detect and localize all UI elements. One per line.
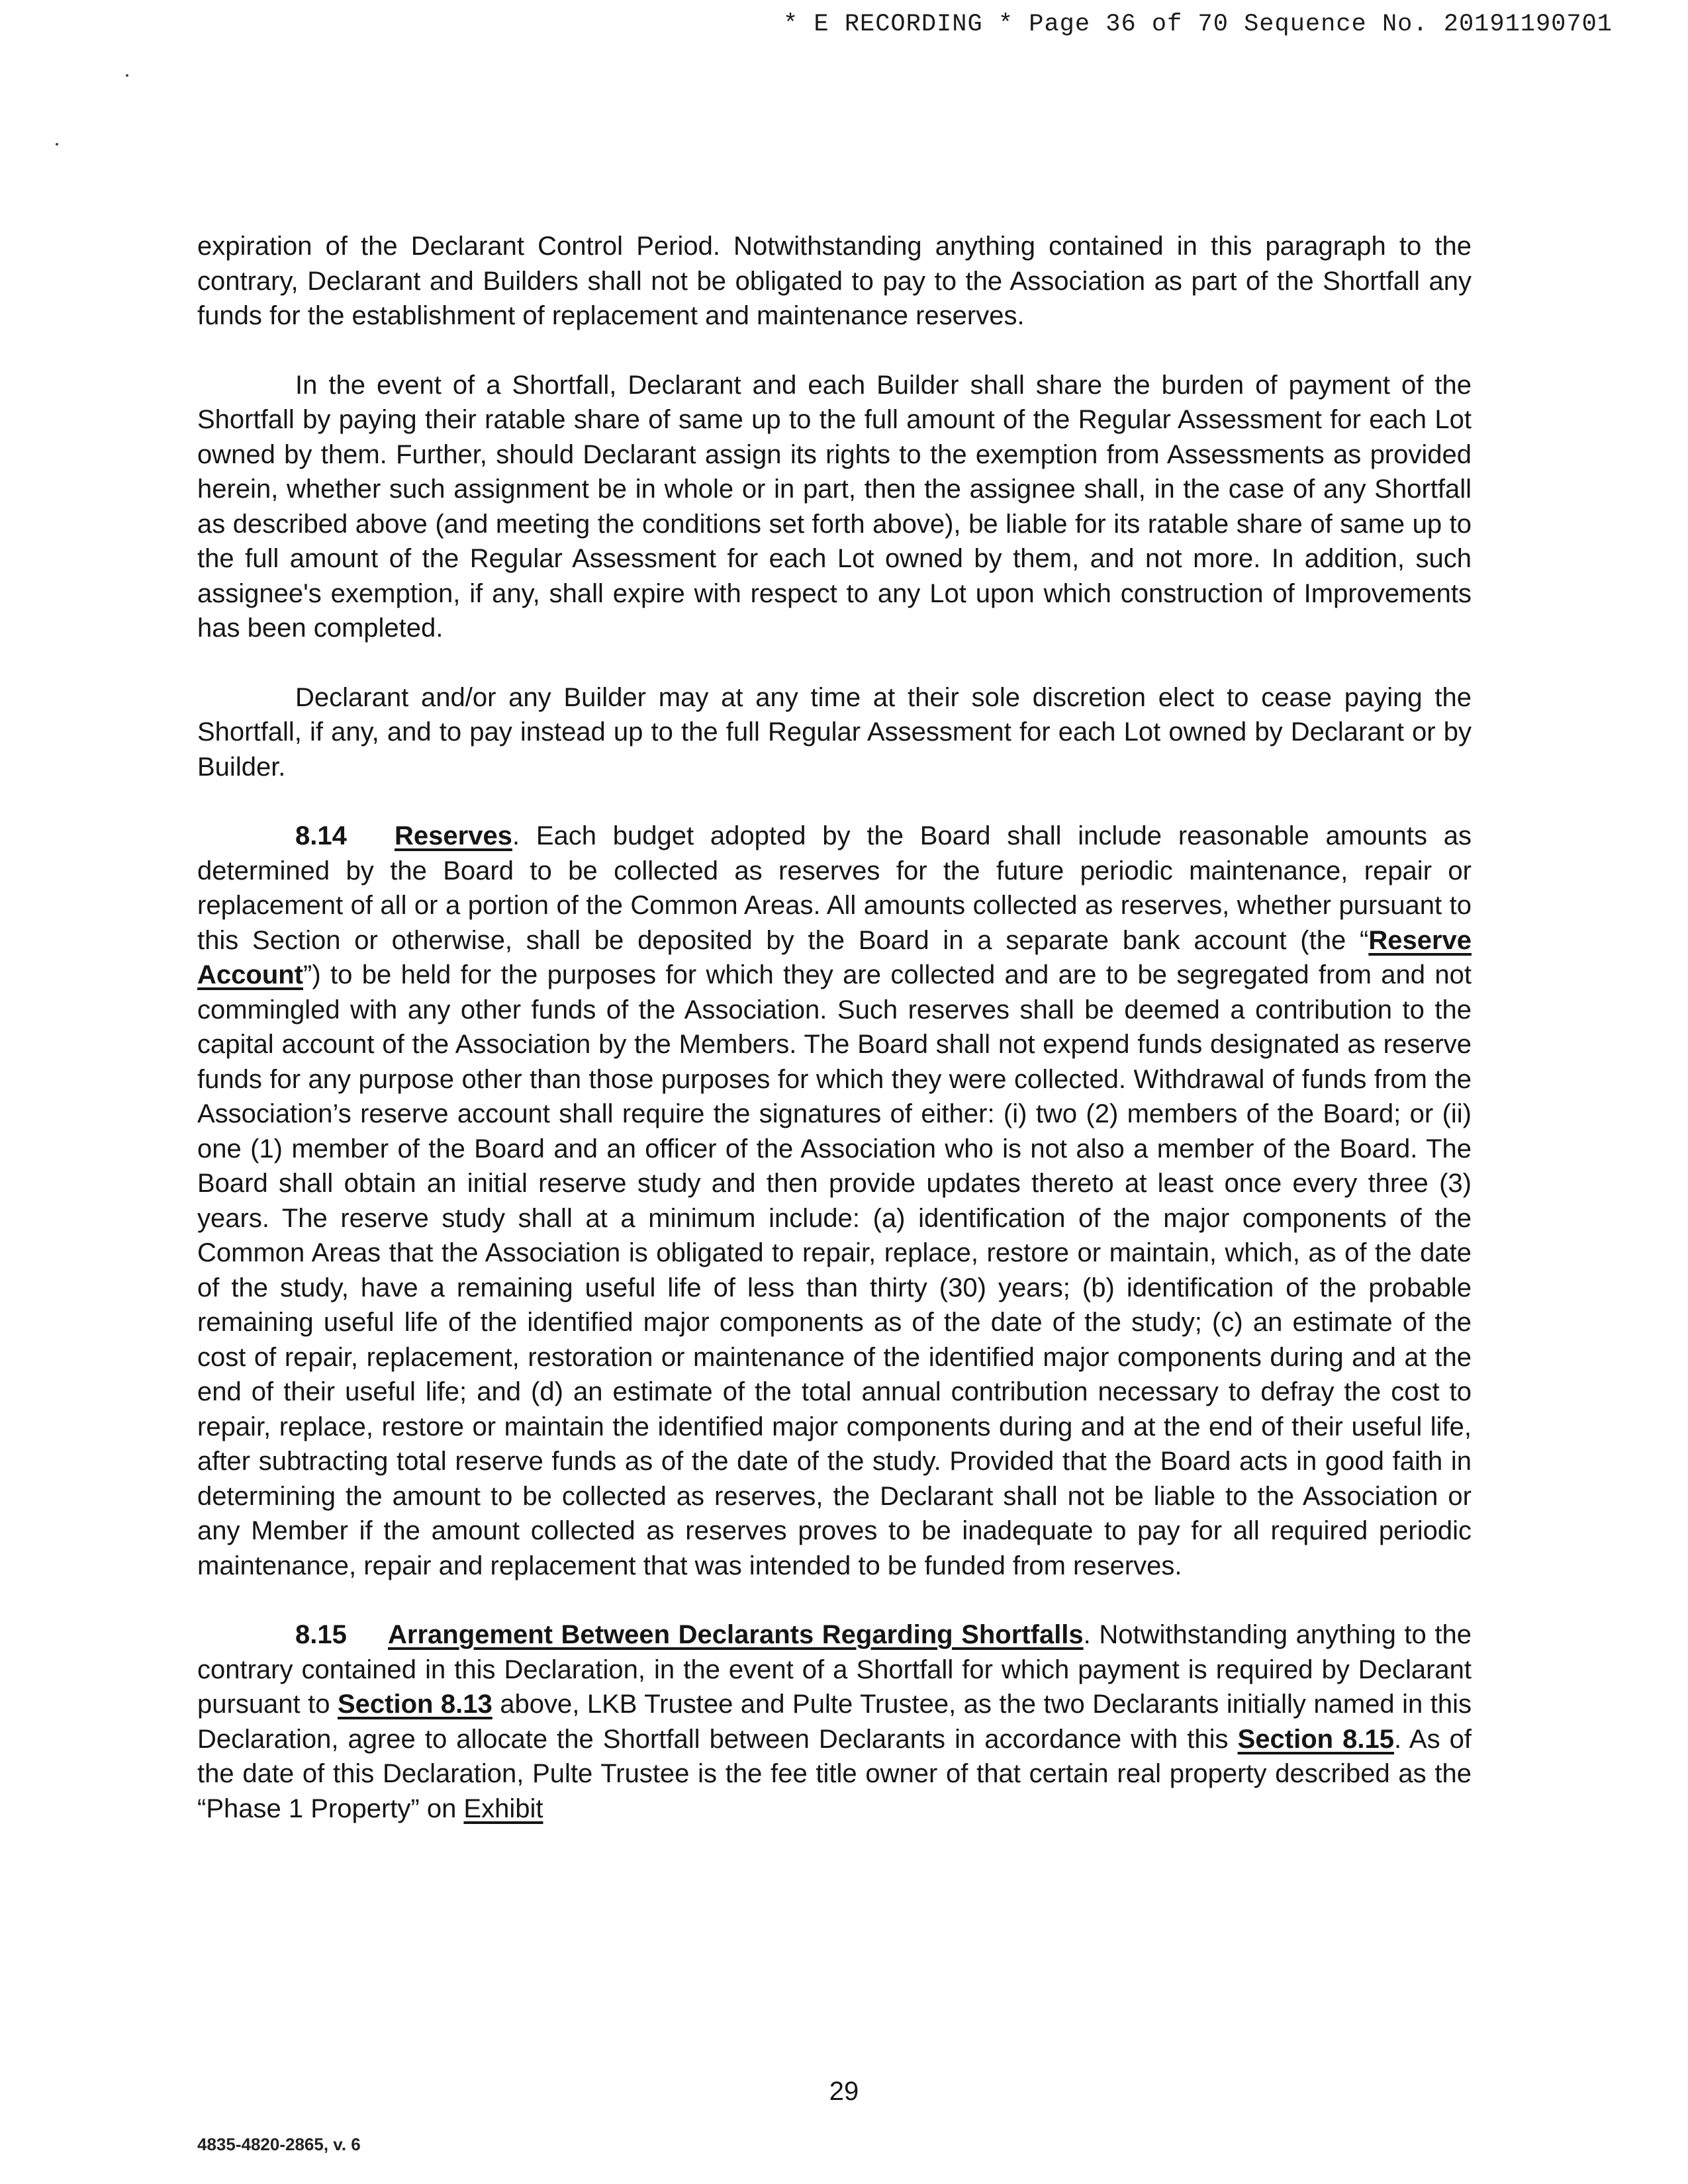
section-title: Reserves: [395, 821, 512, 850]
section-text: . As of the date of this Declaration, Pulte Trustee is the fee title owner of that certain real property described as the “Phase 1 Property” on: [197, 1724, 1472, 1823]
scan-speck: [126, 74, 128, 77]
section-text: . Each budget adopted by the Board shall include reasonable amounts as determined by the Board to be collected as reserves for the future periodic maintenance, repair or replacement of all or a portion of the Common Areas. All amounts collected as reserves, whether pursuant to this Section or otherwise, shall be deposited by the Board in a separate bank account (the “: [197, 821, 1472, 955]
section-number: 8.15: [295, 1620, 347, 1649]
defined-term: Reserve Account: [197, 925, 1472, 989]
exhibit-reference: Exhibit: [463, 1794, 543, 1823]
section-reference: Section 8.13: [337, 1690, 492, 1719]
section-8-15: [197, 1617, 1472, 1826]
page-number: 29: [829, 2077, 859, 2106]
section-reference: Section 8.15: [1237, 1724, 1394, 1754]
section-number: 8.14: [295, 821, 347, 850]
document-body: [197, 229, 1472, 1860]
scan-speck: [56, 143, 58, 146]
paragraph-cease-paying: Declarant and/or any Builder may at any time at their sole discretion elect to cease paying the Shortfall, if any, and to pay instead up to the full Regular Assessment for each Lot owned by Declarant or by Builder.: [197, 682, 1472, 782]
section-8-14: [197, 819, 1472, 1583]
recording-stamp: * E RECORDING * Page 36 of 70 Sequence No. 20191190701: [783, 11, 1613, 38]
paragraph-continuation: expiration of the Declarant Control Period. Notwithstanding anything contained in this paragraph to the contrary, Declarant and Builders shall not be obligated to pay to the Association as part of the Shortfall any funds for the establishment of replacement and maintenance reserves.: [197, 232, 1472, 330]
paragraph-shortfall-burden: In the event of a Shortfall, Declarant and each Builder shall share the burden of payment of the Shortfall by paying their ratable share of same up to the full amount of the Regular Assessment for each Lot owned by them. Further, should Declarant assign its rights to the exemption from Assessments as provided herein, whether such assignment be in whole or in part, then the assignee shall, in the case of any Shortfall as described above (and meeting the conditions set forth above), be liable for its ratable share of same up to the full amount of the Regular Assessment for each Lot owned by them, and not more. In addition, such assignee's exemption, if any, shall expire with respect to any Lot upon which construction of Improvements has been completed.: [197, 370, 1472, 643]
document-id: 4835-4820-2865, v. 6: [197, 2134, 361, 2154]
section-text: above, LKB Trustee and Pulte Trustee, as the two Declarants initially named in this Declaration, agree to allocate the Shortfall between Declarants in accordance with this: [197, 1690, 1472, 1754]
section-text: . Notwithstanding anything to the contrary contained in this Declaration, in the event of a Shortfall for which payment is required by Declarant pursuant to: [197, 1620, 1472, 1719]
section-title: Arrangement Between Declarants Regarding Shortfalls: [388, 1620, 1084, 1649]
section-text: ”) to be held for the purposes for which they are collected and are to be segregated from and not commingled with any other funds of the Association. Such reserves shall be deemed a contribution to the capital account of the Association by the Members. The Board shall not expend funds designated as reserve funds for any purpose other than those purposes for which they were collected. Withdrawal of funds from the Association’s reserve account shall require the signatures of either: (i) two (2) members of the Board; or (ii) one (1) member of the Board and an officer of the Association who is not also a member of the Board. The Board shall obtain an initial reserve study and then provide updates thereto at least once every three (3) years. The reserve study shall at a minimum include: (a) identification of the major components of the Common Areas that the Association is obligated to repair, replace, restore or maintain, which, as of the date of the study, have a remaining useful life of less than thirty (30) years; (b) identification of the probable remaining useful life of the identified major components as of the date of the study; (c) an estimate of the cost of repair, replacement, restoration or maintenance of the identified major components during and at the end of their useful life; and (d) an estimate of the total annual contribution necessary to defray the cost to repair, replace, restore or maintain the identified major components during and at the end of their useful life, after subtracting total reserve funds as of the date of the study. Provided that the Board acts in good faith in determining the amount to be collected as reserves, the Declarant shall not be liable to the Association or any Member if the amount collected as reserves proves to be inadequate to pay for all required periodic maintenance, repair and replacement that was intended to be funded from reserves.: [197, 960, 1472, 1580]
